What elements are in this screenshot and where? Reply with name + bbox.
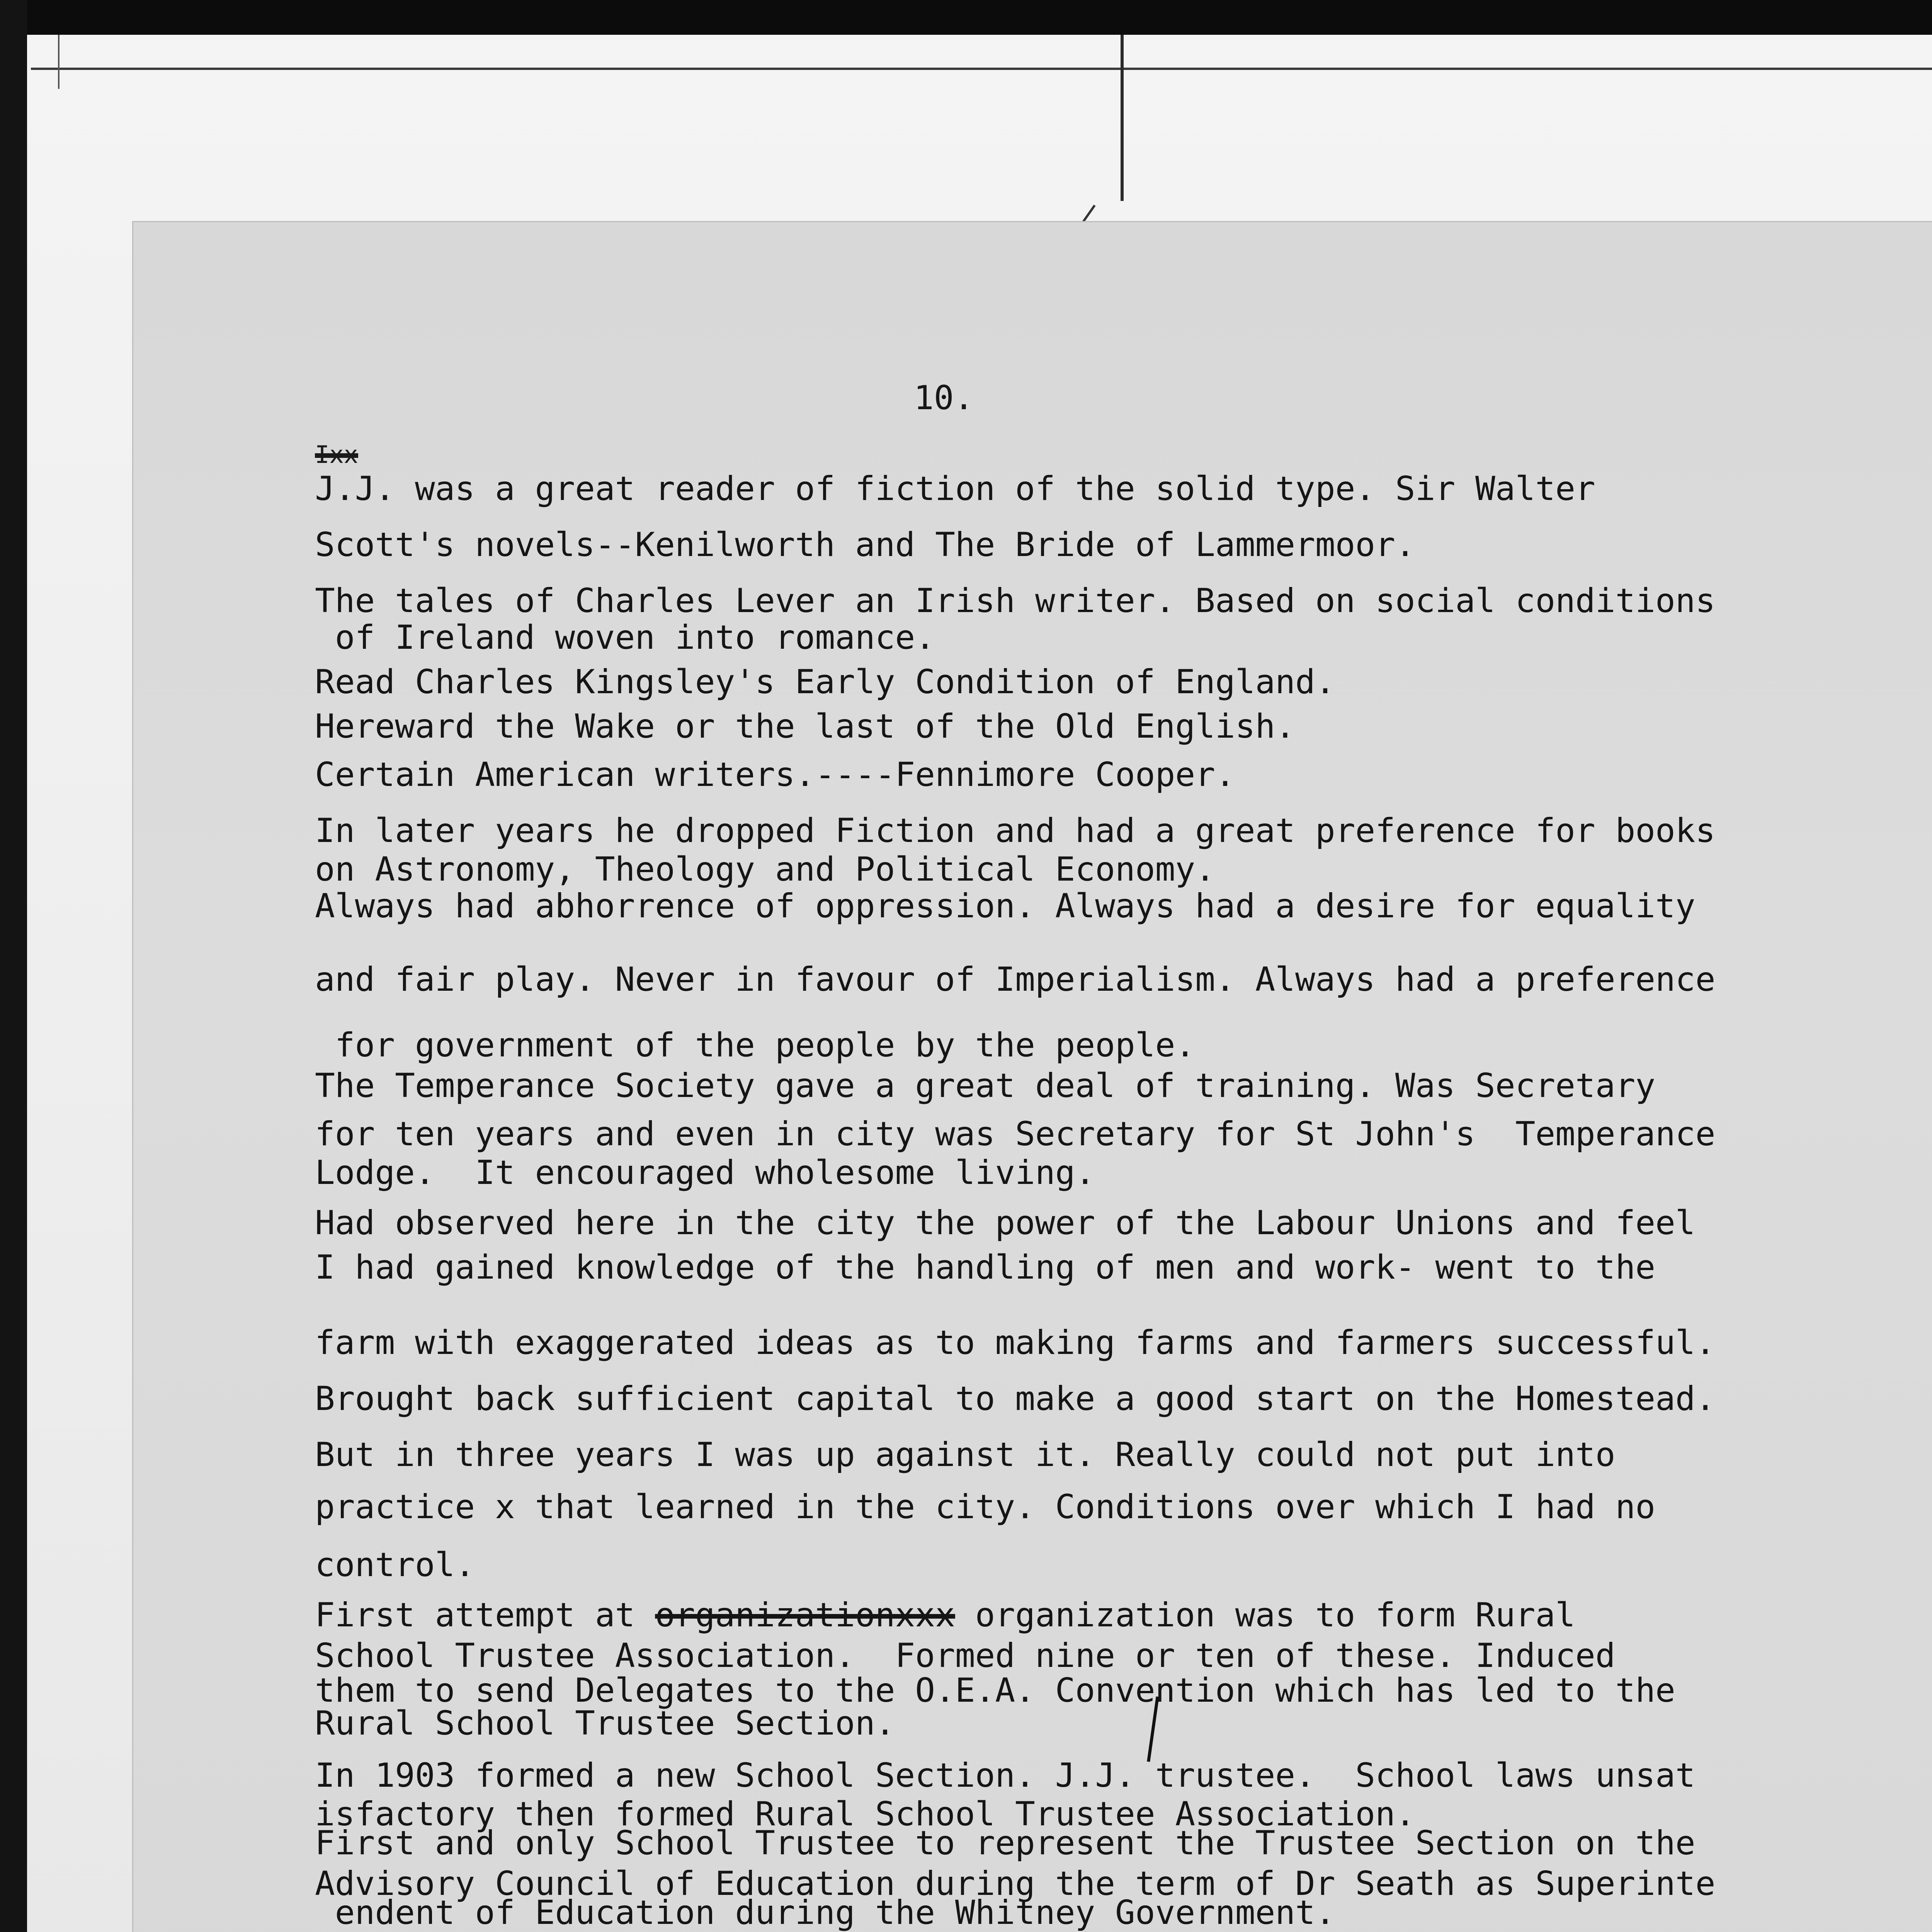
text-line-with-strikethrough	[315, 1596, 1575, 1634]
text-line: First and only School Trustee to represent the Trustee Section on the	[315, 1824, 1696, 1862]
text-line: But in three years I was up against it. Really could not put into	[315, 1435, 1616, 1474]
film-edge-top	[0, 0, 1932, 35]
text-line: In 1903 formed a new School Section. J.J. trustee. School laws unsat	[315, 1756, 1696, 1795]
text-line: Certain American writers.----Fennimore Cooper.	[315, 755, 1235, 794]
text-line: practice x that learned in the city. Conditions over which I had no	[315, 1488, 1656, 1526]
text-line: Had observed here in the city the power of the Labour Unions and feel	[315, 1204, 1696, 1242]
mount-divider	[1121, 35, 1124, 201]
text-line: control.	[315, 1546, 475, 1584]
text-line: farm with exaggerated ideas as to making farms and farmers successful.	[315, 1323, 1716, 1362]
text-line: Brought back sufficient capital to make a good start on the Homestead.	[315, 1379, 1716, 1418]
text-line: The tales of Charles Lever an Irish writer. Based on social conditions	[315, 582, 1716, 620]
text-line: Advisory Council of Education during the term of Dr Seath as Superinte	[315, 1864, 1716, 1903]
text-line: Scott's novels--Kenilworth and The Bride of Lammermoor.	[315, 526, 1415, 564]
text-line: isfactory then formed Rural School Trustee Association.	[315, 1795, 1415, 1833]
text-line: for government of the people by the people.	[315, 1026, 1196, 1065]
text-line: them to send Delegates to the O.E.A. Convention which has led to the	[315, 1671, 1675, 1710]
text-segment: First attempt at	[315, 1596, 635, 1634]
text-line: I had gained knowledge of the handling of men and work- went to the	[315, 1248, 1656, 1287]
text-line: of Ireland woven into romance.	[315, 618, 935, 657]
text-line: Always had abhorrence of oppression. Always had a desire for equality	[315, 887, 1696, 925]
text-line: and fair play. Never in favour of Imperialism. Always had a preference	[315, 960, 1716, 999]
corner-strikethrough-mark: Ixx	[315, 440, 358, 469]
text-line: In later years he dropped Fiction and had a great preference for books	[315, 811, 1716, 850]
text-line: endent of Education during the Whitney Government.	[315, 1893, 1335, 1932]
typed-page	[133, 222, 1932, 1932]
mount-rule	[31, 68, 1932, 70]
text-line: Read Charles Kingsley's Early Condition of England.	[315, 663, 1335, 701]
text-line: Hereward the Wake or the last of the Old English.	[315, 707, 1296, 746]
text-segment: organization was to form Rural	[955, 1596, 1575, 1634]
mount-tick	[58, 35, 60, 89]
text-line: J.J. was a great reader of fiction of the solid type. Sir Walter	[315, 469, 1595, 508]
text-line: School Trustee Association. Formed nine or ten of these. Induced	[315, 1636, 1616, 1675]
page-number: 10.	[914, 379, 974, 417]
text-line: on Astronomy, Theology and Political Economy.	[315, 850, 1215, 889]
struck-word: organizationxxx	[655, 1596, 955, 1634]
film-edge-left	[0, 0, 27, 1932]
text-line: for ten years and even in city was Secretary for St John's Temperance	[315, 1115, 1716, 1153]
text-line: Lodge. It encouraged wholesome living.	[315, 1153, 1095, 1192]
text-line: Rural School Trustee Section.	[315, 1704, 895, 1743]
text-line: The Temperance Society gave a great deal of training. Was Secretary	[315, 1066, 1656, 1105]
